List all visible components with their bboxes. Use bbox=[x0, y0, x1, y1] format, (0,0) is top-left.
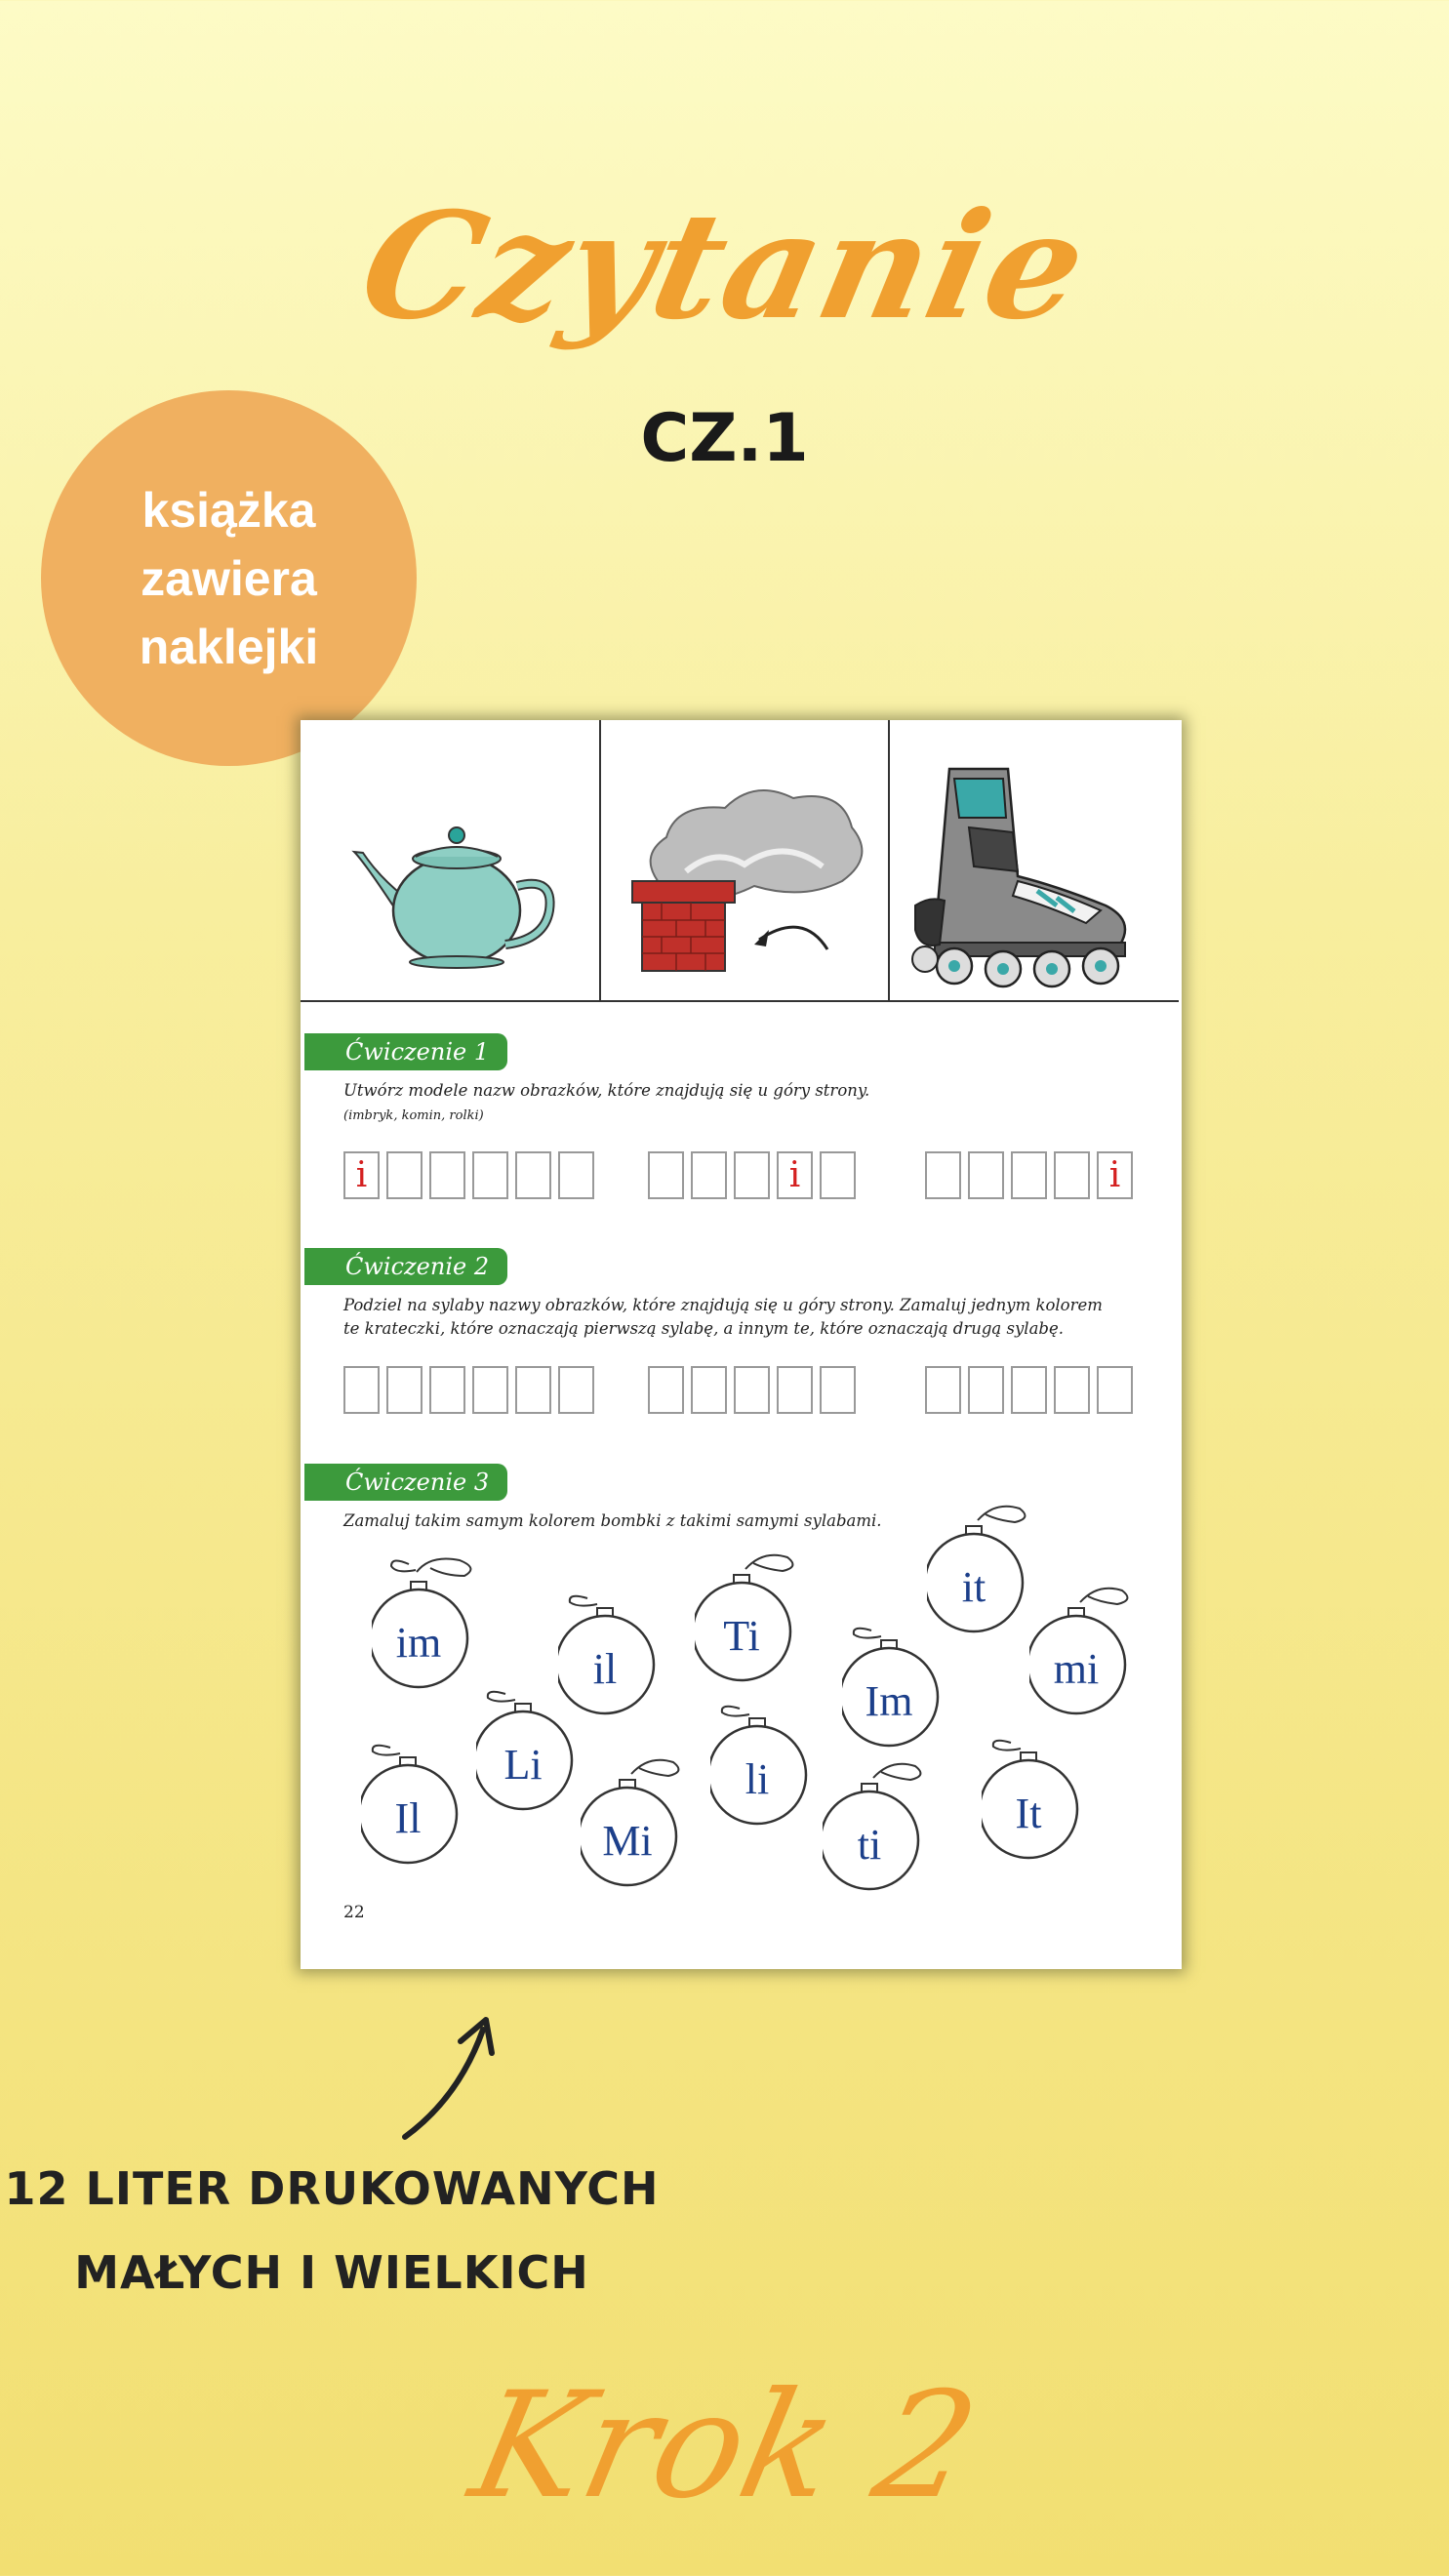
bauble bbox=[476, 1676, 585, 1813]
letter-box[interactable] bbox=[734, 1151, 770, 1199]
arrow-icon bbox=[390, 2010, 507, 2147]
letter-box[interactable] bbox=[1011, 1366, 1047, 1414]
stickers-badge bbox=[41, 390, 417, 766]
letter-box[interactable] bbox=[648, 1151, 684, 1199]
letter-box[interactable] bbox=[386, 1366, 423, 1414]
letter-box[interactable] bbox=[820, 1151, 856, 1199]
picture-row-border bbox=[301, 1000, 1179, 1002]
letter-box[interactable] bbox=[515, 1366, 551, 1414]
bauble-syllable: Ti bbox=[723, 1612, 760, 1660]
letter-box[interactable]: i bbox=[343, 1151, 380, 1199]
bauble-syllable: li bbox=[745, 1755, 770, 1803]
exercise-2-instruction-line2: te krateczki, które oznaczają pierwszą sylabę, a innym te, które oznaczają drugą sylabę. bbox=[343, 1319, 1064, 1338]
letter-box[interactable] bbox=[1054, 1366, 1090, 1414]
bauble-syllable: mi bbox=[1053, 1645, 1100, 1693]
letter-box[interactable] bbox=[1011, 1151, 1047, 1199]
bauble bbox=[710, 1691, 820, 1828]
picture-divider bbox=[599, 720, 601, 1000]
letter-box[interactable] bbox=[968, 1366, 1004, 1414]
letter-box[interactable] bbox=[343, 1366, 380, 1414]
bauble bbox=[361, 1730, 470, 1867]
bauble-syllable: it bbox=[961, 1563, 986, 1611]
letter-box[interactable] bbox=[1097, 1366, 1133, 1414]
letters-note-line1: 12 LITER DRUKOWANYCH bbox=[4, 2162, 660, 2215]
letter-box[interactable] bbox=[820, 1366, 856, 1414]
stickers-badge-text: książka zawiera naklejki bbox=[139, 482, 319, 674]
exercise-2-heading: Ćwiczenie 2 bbox=[304, 1248, 507, 1285]
letter-box[interactable] bbox=[1054, 1151, 1090, 1199]
letter-box[interactable] bbox=[472, 1366, 508, 1414]
letter-box[interactable] bbox=[472, 1151, 508, 1199]
bauble bbox=[927, 1499, 1036, 1635]
picture-divider bbox=[888, 720, 890, 1000]
exercise-1-heading: Ćwiczenie 1 bbox=[304, 1033, 507, 1070]
bauble-syllable: Mi bbox=[602, 1817, 653, 1865]
exercise-1-hint: (imbryk, komin, rolki) bbox=[343, 1108, 484, 1123]
bauble bbox=[581, 1752, 690, 1889]
bauble-syllable: It bbox=[1015, 1790, 1042, 1837]
letter-box[interactable] bbox=[968, 1151, 1004, 1199]
bauble bbox=[1029, 1581, 1139, 1717]
letter-box[interactable] bbox=[558, 1366, 594, 1414]
letter-box[interactable]: i bbox=[1097, 1151, 1133, 1199]
cover-subtitle: CZ.1 bbox=[640, 400, 809, 477]
exercise-3-instruction: Zamaluj takim samym kolorem bombki z takimi samymi sylabami. bbox=[343, 1511, 882, 1530]
letter-box[interactable] bbox=[386, 1151, 423, 1199]
letter-box[interactable] bbox=[691, 1151, 727, 1199]
letters-note bbox=[0, 2147, 664, 2314]
letter-box[interactable] bbox=[734, 1366, 770, 1414]
cover-footer: Krok 2 bbox=[458, 2361, 991, 2531]
cover-title: Czytanie bbox=[346, 181, 1103, 352]
inline-skates-icon bbox=[910, 759, 1164, 988]
bauble-syllable: Li bbox=[503, 1741, 543, 1789]
exercise-2-instruction-line1: Podziel na sylaby nazwy obrazków, które znajdują się u góry strony. Zamaluj jednym kolorem bbox=[343, 1296, 1103, 1314]
bauble bbox=[823, 1756, 932, 1893]
workbook-page-preview bbox=[301, 720, 1182, 1969]
letter-box[interactable] bbox=[648, 1366, 684, 1414]
bauble bbox=[372, 1554, 481, 1691]
bauble-syllable: Im bbox=[865, 1677, 913, 1725]
letter-box[interactable] bbox=[777, 1366, 813, 1414]
letter-box[interactable]: i bbox=[777, 1151, 813, 1199]
bauble bbox=[695, 1548, 804, 1684]
bauble bbox=[982, 1725, 1091, 1862]
exercise-3-heading: Ćwiczenie 3 bbox=[304, 1464, 507, 1501]
letter-box[interactable] bbox=[515, 1151, 551, 1199]
letters-note-line2: MAŁYCH I WIELKICH bbox=[74, 2246, 589, 2299]
chimney-icon bbox=[618, 779, 881, 984]
letter-box[interactable] bbox=[558, 1151, 594, 1199]
letter-box[interactable] bbox=[429, 1151, 465, 1199]
bauble-syllable: im bbox=[395, 1619, 442, 1667]
teapot-icon bbox=[349, 818, 564, 974]
letter-box[interactable] bbox=[691, 1366, 727, 1414]
letter-box[interactable] bbox=[925, 1366, 961, 1414]
exercise-1-instruction: Utwórz modele nazw obrazków, które znajdują się u góry strony. bbox=[343, 1081, 870, 1100]
page-number: 22 bbox=[343, 1903, 365, 1922]
bauble-syllable: Il bbox=[394, 1794, 422, 1842]
bauble-syllable: ti bbox=[857, 1821, 882, 1869]
letter-box[interactable] bbox=[429, 1366, 465, 1414]
letter-box[interactable] bbox=[925, 1151, 961, 1199]
picture-row bbox=[301, 720, 1182, 1000]
bauble-syllable: il bbox=[592, 1645, 618, 1693]
